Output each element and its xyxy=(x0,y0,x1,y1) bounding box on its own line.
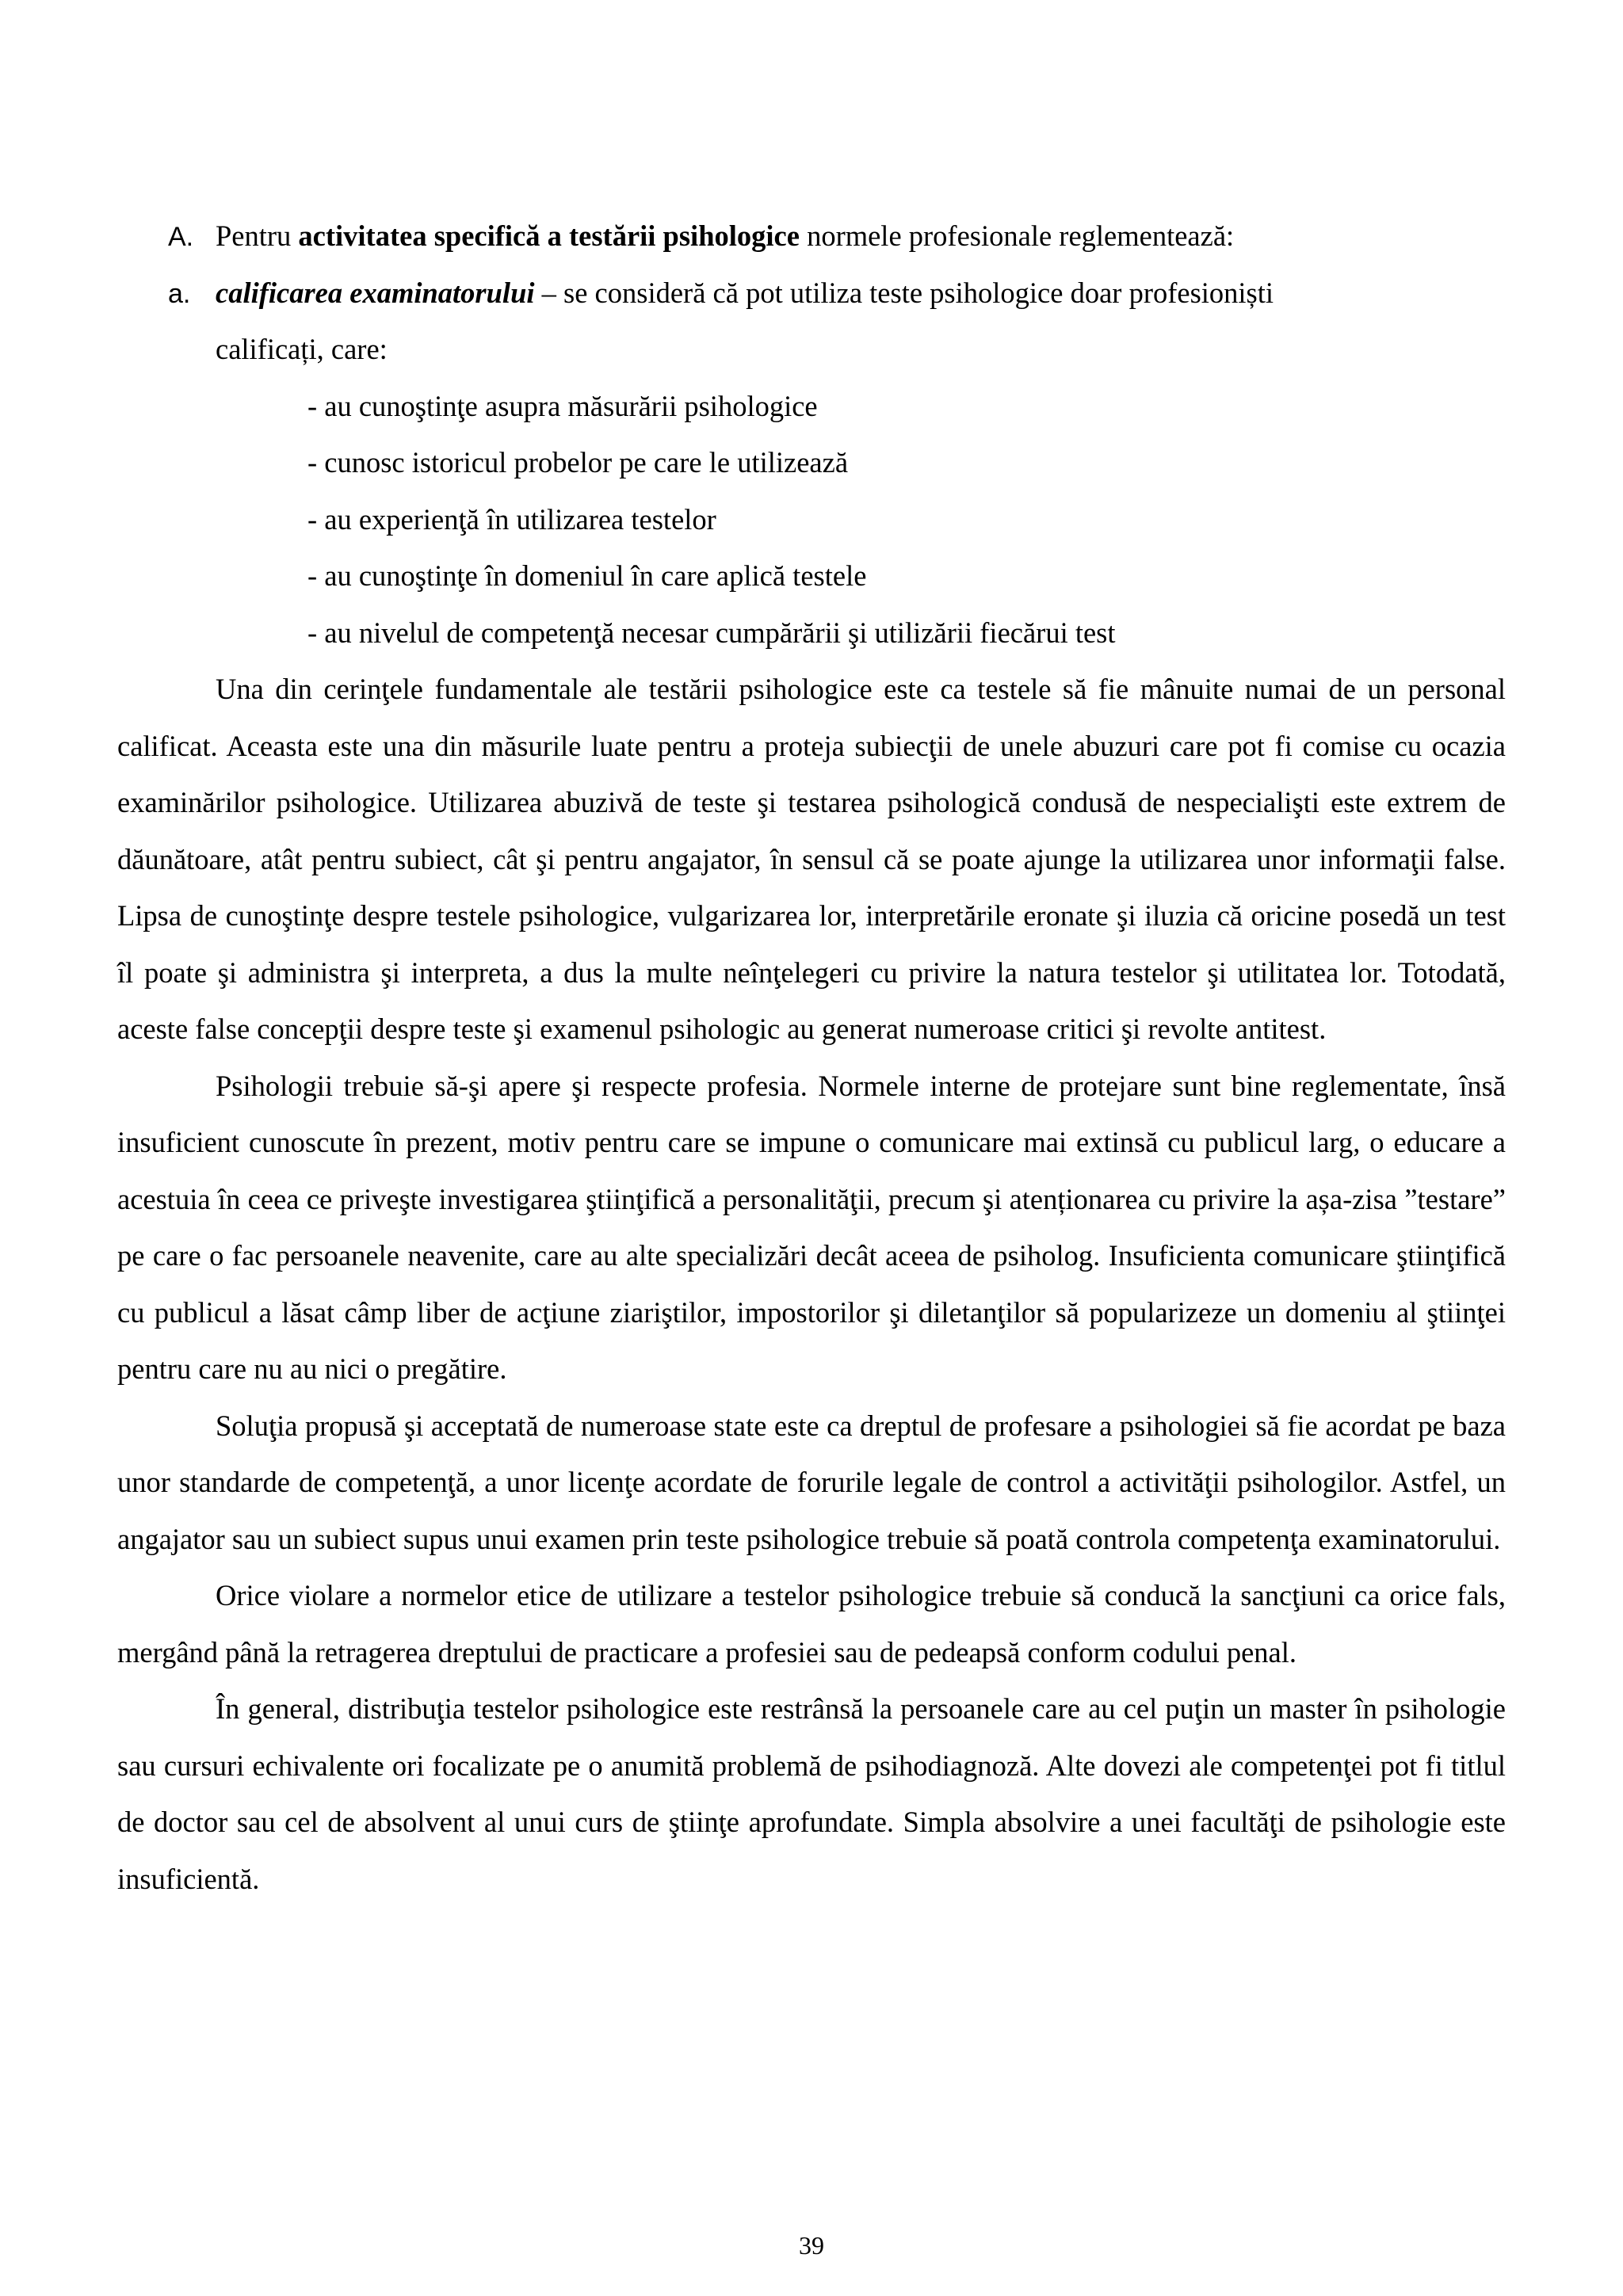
list-item: - au cunoştinţe asupra măsurării psihologice xyxy=(307,389,818,422)
item-a-line1 xyxy=(117,265,1506,322)
page-number: 39 xyxy=(799,2231,824,2260)
list-item: - au nivelul de competenţă necesar cumpărării şi utilizării fiecărui test xyxy=(307,616,1116,649)
paragraph: Orice violare a normelor etice de utilizare a testelor psihologice trebuie să conducă la sancţiuni ca orice fals, mergând până la retragerea dreptului de practicare a profesiei sau de pedeapsă conform codului penal. xyxy=(117,1579,1506,1669)
paragraph: În general, distribuţia testelor psihologice este restrânsă la persoanele care au cel puţin un master în psihologie sau cursuri echivalente ori focalizate pe o anumită problemă de psihodiagnoză. Alte dovezi ale competenţei pot fi titlul de doctor sau cel de absolvent al unui curs de ştiinţe aprofundate. Simpla absolvire a unei facultăţi de psihologie este insuficientă. xyxy=(117,1692,1506,1895)
section-marker: A. xyxy=(168,222,194,252)
item-term: calificarea examinatorului xyxy=(216,276,535,309)
paragraph: Psihologii trebuie să-şi apere şi respecte profesia. Normele interne de protejare sunt bine reglementate, însă insuficient cunoscute în prezent, motiv pentru care se impune o comunicare mai extinsă cu publicul larg, o educare a acestuia în ceea ce priveşte investigarea ştiinţifică a personalităţii, precum şi atenționarea cu privire la așa-zisa ”testare” pe care o fac persoanele neavenite, care au alte specializări decât aceea de psiholog. Insuficienta comunicare ştiinţifică cu publicul a lăsat câmp liber de acţiune ziariştilor, impostorilor şi diletanţilor să popularizeze un domeniu al ştiinţei pentru care nu au nici o pregătire. xyxy=(117,1069,1506,1385)
heading-prefix: Pentru xyxy=(216,219,299,252)
heading-bold-phrase: activitatea specifică a testării psihologice xyxy=(298,219,800,252)
paragraph: Soluţia propusă şi acceptată de numeroase state este ca dreptul de profesare a psihologiei să fie acordat pe baza unor standarde de competenţă, a unor licenţe acordate de forurile legale de control a activităţii psihologilor. Astfel, un angajator sau un subiect supus unui examen prin teste psihologice trebuie să poată controla competenţa examinatorului. xyxy=(117,1409,1506,1555)
paragraph: Una din cerinţele fundamentale ale testării psihologice este ca testele să fie mânuite numai de un personal calificat. Aceasta este una din măsurile luate pentru a proteja subiecţii de unele abuzuri care pot fi comise cu ocazia examinărilor psihologice. Utilizarea abuzivă de teste şi testarea psihologică condusă de nespecialişti este extrem de dăunătoare, atât pentru subiect, cât şi pentru angajator, în sensul că se poate ajunge la utilizarea unor informaţii false. Lipsa de cunoştinţe despre testele psihologice, vulgarizarea lor, interpretările eronate şi iluzia că oricine posedă un test îl poate şi administra şi interpreta, a dus la multe neînţelegeri cu privire la natura testelor şi utilitatea lor. Totodată, aceste false concepţii despre teste şi examenul psihologic au generat numeroase critici şi revolte antitest. xyxy=(117,673,1506,1045)
document-page xyxy=(117,208,1506,1907)
item-marker: a. xyxy=(168,278,191,309)
item-a-line2: calificați, care: xyxy=(216,333,388,365)
list-item: - au experienţă în utilizarea testelor xyxy=(307,502,716,536)
item-text-line1: – se consideră că pot utiliza teste psihologice doar profesioniști xyxy=(534,276,1274,309)
heading-suffix: normele profesionale reglementează: xyxy=(799,219,1235,252)
section-heading xyxy=(117,208,1506,265)
list-item: - cunosc istoricul probelor pe care le utilizează xyxy=(307,446,849,479)
list-item: - au cunoştinţe în domeniul în care aplică testele xyxy=(307,559,867,592)
